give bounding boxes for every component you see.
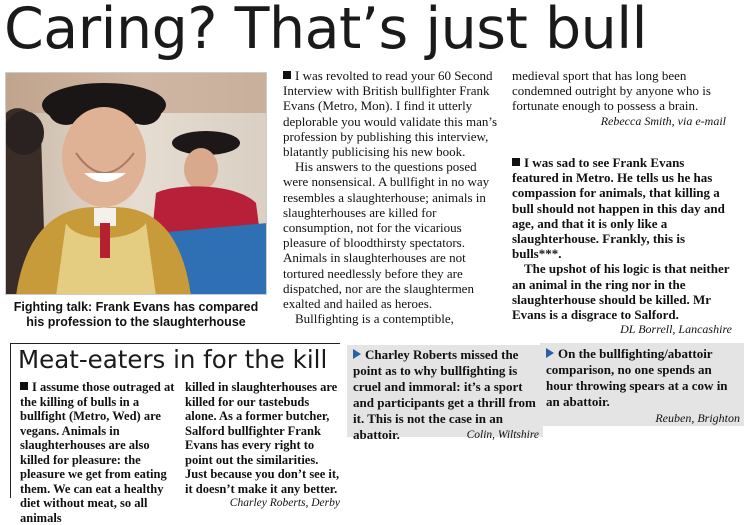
divider-line bbox=[10, 343, 11, 498]
letter-5-signature: Reuben, Brighton bbox=[655, 411, 740, 425]
letter-3-column-1 bbox=[20, 380, 180, 525]
letter-1-signature: Rebecca Smith, via e-mail bbox=[600, 113, 726, 128]
bullet-square-icon bbox=[283, 71, 291, 79]
letter-1-paragraph-4: medieval sport that has long been condemned outright by anyone who is fortunate enough to possess a brain. bbox=[512, 68, 711, 114]
letter-2-signature: DL Borrell, Lancashire bbox=[620, 322, 732, 337]
letter-2-paragraph-2: The upshot of his logic is that neither an animal in the ring nor in the slaughterhouse should be killed. Mr Evans is a disgrace to Salford. bbox=[512, 261, 730, 323]
letter-3-text-2: killed in slaughterhouses are killed for our tastebuds alone. As a former butcher, Salford bullfighter Frank Evans has every right to point out the similarities. Just because you don’t see it, it doesn’t make it any better. bbox=[185, 380, 340, 496]
letter-5-content bbox=[546, 346, 740, 426]
headline: Caring? That’s just bull bbox=[4, 0, 647, 62]
letter-3-text-1: I assume those outraged at the killing of bulls in a bullfight (Metro, Wed) are vegans. Animals in slaughterhouses are also killed for pleasure: the pleasure we get from eating them. We can eat a healthy diet without meat, so all animals bbox=[20, 380, 175, 525]
photo-caption: Fighting talk: Frank Evans has compared his profession to the slaughterhouse bbox=[13, 300, 259, 329]
arrow-bullet-icon bbox=[546, 348, 554, 358]
letter-1-paragraph-3: Bullfighting is a contemptible, bbox=[295, 311, 454, 327]
letter-1-column bbox=[283, 68, 505, 326]
letter-1-paragraph-2: His answers to the questions posed were nonsensical. A bullfight in no way resembles a slaughterhouse; animals in slaughterhouses are killed for consumption, not for the vicarious pleasure of bloodthirsty spectators. Animals in slaughterhouses are not tortured needlessly before they are dispatched, nor are the slaughtermen exalted and hailed as heroes. bbox=[283, 159, 490, 312]
letter-4-text: Charley Roberts missed the point as to why bullfighting is cruel and immoral: it’s a sport and participants get a thrill from it. This is not the case in an abattoir. bbox=[353, 347, 536, 442]
letter-2-paragraph-1: I was sad to see Frank Evans featured in Metro. He tells us he has compassion for animals, that killing a bull should not happen in this day and age, and that it is only like a slaughterhouse. Frankly, this is bulls***. bbox=[512, 155, 725, 262]
letter-5-text: On the bullfighting/abattoir comparison, no one spends an hour throwing spears at a cow in an abattoir. bbox=[546, 346, 728, 409]
letter-2-column bbox=[512, 155, 732, 337]
letter-1-paragraph-1: I was revolted to read your 60 Second Interview with British bullfighter Frank Evans (Metro, Mon). I find it utterly deplorable you would validate this man’s profession by publishing this interview, blatantly publicising his new book. bbox=[283, 68, 498, 160]
arrow-bullet-icon bbox=[353, 349, 361, 359]
bullet-square-icon bbox=[512, 158, 520, 166]
letter-3-column-2 bbox=[185, 380, 340, 511]
bullet-square-icon bbox=[20, 382, 28, 390]
bullfighter-photo bbox=[5, 72, 267, 295]
subheadline: Meat-eaters in for the kill bbox=[18, 345, 328, 374]
letter-4-content bbox=[353, 347, 539, 443]
letter-3-signature: Charley Roberts, Derby bbox=[229, 497, 340, 509]
letter-4-signature: Colin, Wiltshire bbox=[466, 429, 539, 441]
letter-1-continued bbox=[512, 68, 726, 129]
